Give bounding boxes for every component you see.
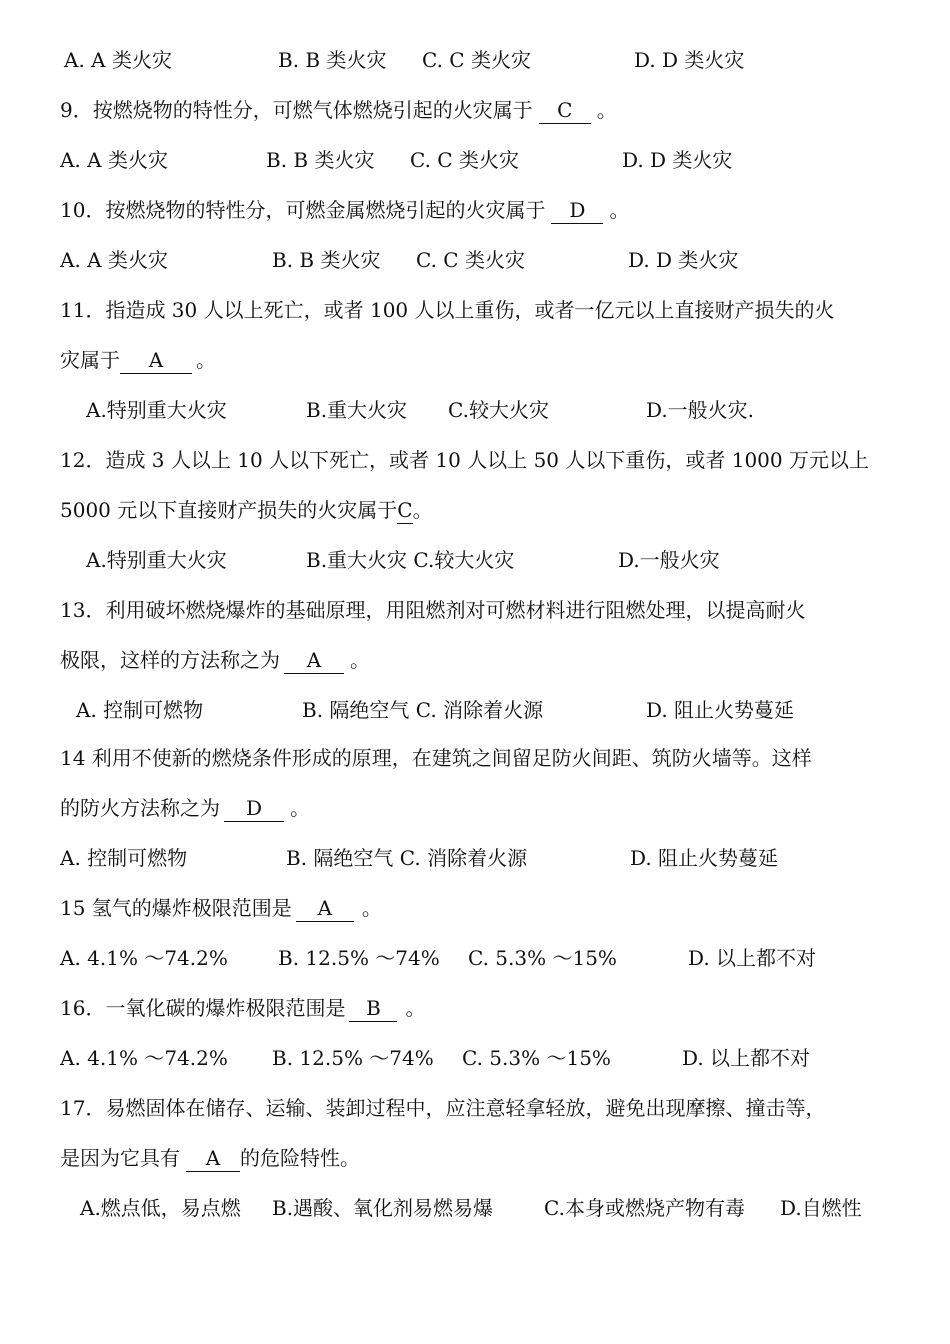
option-d: D.一般火灾 <box>618 548 720 572</box>
answer-blank: A <box>120 347 192 374</box>
question-text: 10．按燃烧物的特性分，可燃金属燃烧引起的火灾属于 <box>60 198 546 222</box>
option-c: C. C 类火灾 <box>416 248 525 272</box>
question-11-line1 <box>60 296 835 324</box>
question-end: 。 <box>412 498 433 522</box>
option-d: D. D 类火灾 <box>622 148 733 172</box>
question-13-line1 <box>60 596 805 624</box>
question-12-line2 <box>60 496 433 524</box>
question-17-line1 <box>60 1094 825 1122</box>
question-end: 。 <box>196 348 216 372</box>
option-d: D.一般火灾. <box>646 398 755 422</box>
option-d: D.自燃性 <box>780 1196 862 1220</box>
option-b: B. 隔绝空气 C. 消除着火源 <box>286 846 528 870</box>
question-text: 灾属于 <box>60 348 120 372</box>
option-a: A.燃点低，易点燃 <box>80 1196 241 1220</box>
question-text: 14 利用不使新的燃烧条件形成的原理，在建筑之间留足防火间距、筑防火墙等。这样 <box>60 746 812 770</box>
option-b: B. 12.5% ～74% <box>278 946 440 970</box>
option-c: C. 5.3% ～15% <box>462 1046 611 1070</box>
answer-blank: D <box>551 197 603 224</box>
question-text: 9．按燃烧物的特性分，可燃气体燃烧引起的火灾属于 <box>60 98 533 122</box>
option-b: B.遇酸、氧化剂易燃易爆 <box>272 1196 494 1220</box>
option-a: A. A 类火灾 <box>64 48 172 72</box>
question-14-line1 <box>60 744 812 772</box>
question-text: 16．一氧化碳的爆炸极限范围是 <box>60 996 346 1020</box>
option-d: D. D 类火灾 <box>628 248 739 272</box>
answer-blank: A <box>284 647 344 674</box>
question-end: 。 <box>405 996 426 1020</box>
option-a: A. A 类火灾 <box>60 248 168 272</box>
answer-blank: C <box>397 498 413 522</box>
option-b: B. B 类火灾 <box>272 248 381 272</box>
question-end: 。 <box>350 648 370 672</box>
question-end: 。 <box>361 896 382 920</box>
answer-blank: C <box>539 97 591 124</box>
question-12-line1 <box>60 446 869 474</box>
option-d: D. 以上都不对 <box>688 946 817 970</box>
question-text: 15 氢气的爆炸极限范围是 <box>60 896 292 920</box>
option-a: A.特别重大火灾 <box>86 398 227 422</box>
option-b: B.重大火灾 <box>306 398 408 422</box>
option-c: C. 5.3% ～15% <box>468 946 617 970</box>
question-text: 12．造成 3 人以上 10 人以下死亡，或者 10 人以上 50 人以下重伤，或者 1000 万元以上 <box>60 448 869 472</box>
question-text: 17．易燃固体在储存、运输、装卸过程中，应注意轻拿轻放，避免出现摩擦、撞击等， <box>60 1096 826 1120</box>
question-text: 的防火方法称之为 <box>60 796 220 820</box>
question-11-line2 <box>60 346 216 374</box>
option-c: C. C 类火灾 <box>410 148 519 172</box>
option-c: C.本身或燃烧产物有毒 <box>544 1196 745 1220</box>
option-b: B. B 类火灾 <box>266 148 375 172</box>
option-b: B. 隔绝空气 C. 消除着火源 <box>302 698 544 722</box>
option-a: A.特别重大火灾 <box>86 548 227 572</box>
question-10 <box>60 196 629 224</box>
question-text: 极限，这样的方法称之为 <box>60 648 280 672</box>
question-text: 是因为它具有 <box>60 1146 180 1170</box>
answer-blank: B <box>349 995 397 1022</box>
question-17-line2 <box>60 1144 360 1172</box>
question-15 <box>60 894 382 922</box>
option-d: D. D 类火灾 <box>634 48 745 72</box>
option-a: A. 控制可燃物 <box>60 846 188 870</box>
option-a: A. 4.1% ～74.2% <box>60 946 228 970</box>
option-b: B. 12.5% ～74% <box>272 1046 434 1070</box>
question-9 <box>60 96 617 124</box>
question-text: 11．指造成 30 人以上死亡，或者 100 人以上重伤，或者一亿元以上直接财产损失的火 <box>60 298 835 322</box>
answer-blank: D <box>224 795 284 822</box>
answer-blank: A <box>186 1145 240 1172</box>
option-a: A. 4.1% ～74.2% <box>60 1046 228 1070</box>
question-end: 。 <box>596 98 617 122</box>
option-a: A. 控制可燃物 <box>76 698 204 722</box>
option-d: D. 阻止火势蔓延 <box>646 698 795 722</box>
option-c: C.较大火灾 <box>448 398 549 422</box>
option-b: B.重大火灾 C.较大火灾 <box>306 548 515 572</box>
option-d: D. 阻止火势蔓延 <box>630 846 779 870</box>
option-c: C. C 类火灾 <box>422 48 531 72</box>
question-end: 。 <box>290 796 310 820</box>
question-13-line2 <box>60 646 370 674</box>
question-text: 5000 元以下直接财产损失的火灾属于 <box>60 498 398 522</box>
question-text: 13．利用破坏燃烧爆炸的基础原理，用阻燃剂对可燃材料进行阻燃处理，以提高耐火 <box>60 598 806 622</box>
question-end: 。 <box>609 198 630 222</box>
question-14-line2 <box>60 794 310 822</box>
question-16 <box>60 994 425 1022</box>
option-a: A. A 类火灾 <box>60 148 168 172</box>
option-d: D. 以上都不对 <box>682 1046 811 1070</box>
question-text-tail: 的危险特性。 <box>240 1146 360 1170</box>
option-b: B. B 类火灾 <box>278 48 387 72</box>
answer-blank: A <box>296 895 354 922</box>
